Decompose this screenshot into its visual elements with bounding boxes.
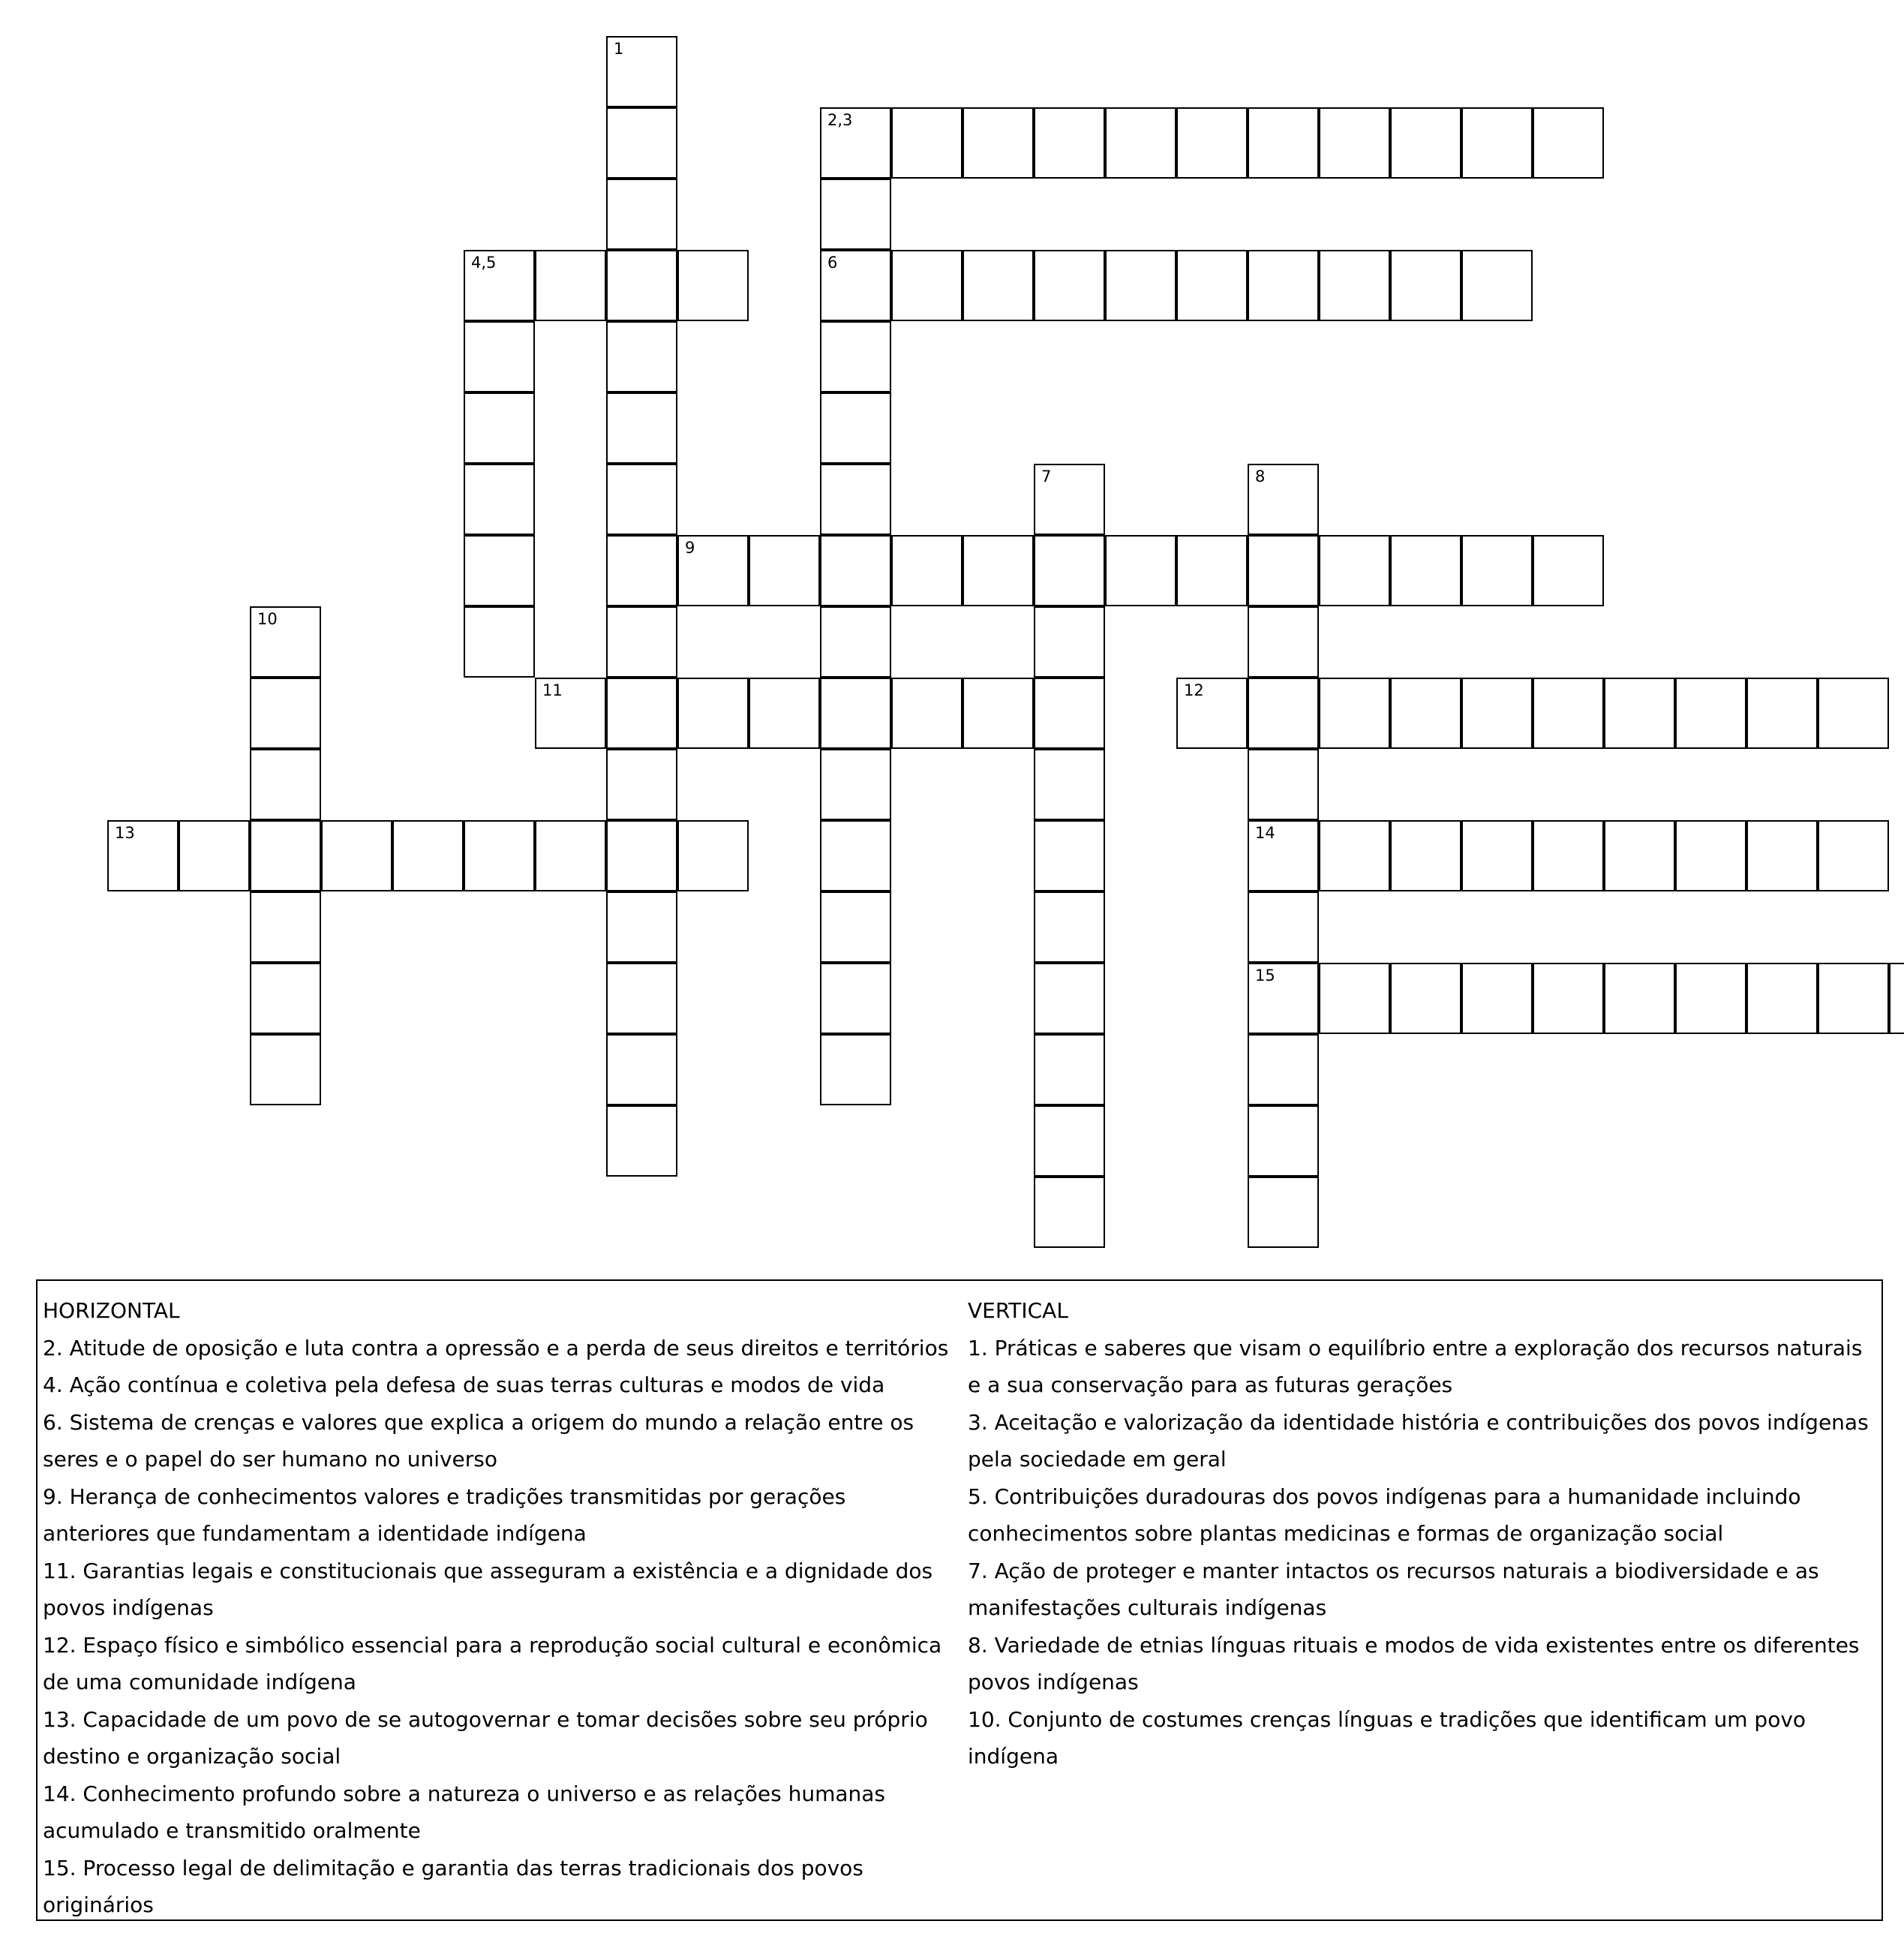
grid-cell[interactable] — [677, 250, 749, 321]
grid-cell[interactable] — [820, 891, 891, 963]
grid-cell[interactable] — [1390, 107, 1461, 179]
grid-cell[interactable] — [1248, 1034, 1319, 1105]
grid-cell[interactable] — [1034, 963, 1105, 1034]
grid-cell[interactable] — [392, 820, 464, 891]
grid-cell[interactable] — [1319, 250, 1390, 321]
cell-number: 2,3 — [827, 111, 853, 129]
clue-v-1: 1. Práticas e saberes que visam o equilíbrio entre a exploração dos recursos naturais e a sua conservação para as futuras gerações — [968, 1335, 1863, 1397]
cell-number: 7 — [1041, 467, 1052, 486]
grid-cell[interactable] — [1461, 963, 1533, 1034]
cell-number: 13 — [115, 824, 135, 842]
grid-cell[interactable] — [1248, 535, 1319, 606]
cell-number: 1 — [614, 40, 624, 58]
grid-cell[interactable] — [1034, 749, 1105, 820]
grid-cell[interactable] — [1248, 107, 1319, 179]
grid-cell[interactable] — [1390, 820, 1461, 891]
grid-cell[interactable] — [1034, 1177, 1105, 1248]
grid-cell[interactable] — [1746, 678, 1818, 749]
grid-cell[interactable] — [535, 820, 606, 891]
cell-number: 12 — [1184, 681, 1204, 699]
grid-cell[interactable] — [464, 464, 535, 535]
grid-cell[interactable] — [963, 250, 1034, 321]
clue-h-11: 11. Garantias legais e constitucionais que asseguram a existência e a dignidade dos povos indígenas — [43, 1558, 933, 1620]
grid-cell[interactable] — [606, 36, 677, 107]
grid-cell[interactable] — [820, 606, 891, 678]
clue-v-3: 3. Aceitação e valorização da identidade história e contribuições dos povos indígenas pela sociedade em geral — [968, 1409, 1869, 1472]
grid-cell[interactable] — [1248, 678, 1319, 749]
grid-cell[interactable] — [464, 535, 535, 606]
grid-cell[interactable] — [1034, 678, 1105, 749]
grid-cell[interactable] — [820, 749, 891, 820]
grid-cell[interactable] — [464, 820, 535, 891]
grid-cell[interactable] — [1034, 464, 1105, 535]
grid-cell[interactable] — [606, 1105, 677, 1177]
grid-cell[interactable] — [1105, 107, 1176, 179]
grid-cell[interactable] — [1604, 678, 1675, 749]
clue-v-7: 7. Ação de proteger e manter intactos os recursos naturais a biodiversidade e as manifestações culturais indígenas — [968, 1558, 1819, 1620]
grid-cell[interactable] — [464, 250, 535, 321]
grid-cell[interactable] — [321, 820, 392, 891]
grid-cell[interactable] — [1034, 535, 1105, 606]
clue-h-6: 6. Sistema de crenças e valores que explica a origem do mundo a relação entre os seres e o papel do ser humano no universo — [43, 1409, 914, 1472]
grid-cell[interactable] — [1818, 678, 1889, 749]
grid-cell[interactable] — [891, 107, 963, 179]
vertical-heading: VERTICAL — [968, 1298, 1068, 1323]
cell-number: 15 — [1255, 966, 1275, 985]
grid-cell[interactable] — [1248, 820, 1319, 891]
cell-number: 11 — [542, 681, 563, 699]
grid-cell[interactable] — [606, 535, 677, 606]
grid-cell[interactable] — [1746, 820, 1818, 891]
clue-h-12: 12. Espaço físico e simbólico essencial para a reprodução social cultural e econômica de uma comunidade indígena — [43, 1632, 942, 1694]
vertical-clues — [968, 1292, 1879, 1775]
grid-cell[interactable] — [1248, 1105, 1319, 1177]
grid-cell[interactable] — [250, 1034, 321, 1105]
grid-cell[interactable] — [606, 107, 677, 179]
clue-h-13: 13. Capacidade de um povo de se autogovernar e tomar decisões sobre seu próprio destino e organização social — [43, 1706, 928, 1769]
grid-cell[interactable] — [1034, 107, 1105, 179]
grid-cell[interactable] — [1034, 1034, 1105, 1105]
grid-cell[interactable] — [250, 606, 321, 678]
clue-h-4: 4. Ação contínua e coletiva pela defesa de suas terras culturas e modos de vida — [43, 1372, 885, 1397]
grid-cell[interactable] — [749, 535, 820, 606]
cell-number: 9 — [685, 539, 695, 557]
cell-number: 6 — [827, 254, 838, 272]
grid-cell[interactable] — [606, 179, 677, 250]
grid-cell[interactable] — [1034, 250, 1105, 321]
grid-cell[interactable] — [1248, 464, 1319, 535]
grid-cell[interactable] — [250, 891, 321, 963]
cell-number: 14 — [1255, 824, 1275, 842]
grid-cell[interactable] — [1176, 250, 1248, 321]
grid-cell[interactable] — [535, 678, 606, 749]
grid-cell[interactable] — [606, 464, 677, 535]
grid-cell[interactable] — [1319, 820, 1390, 891]
clue-h-9: 9. Herança de conhecimentos valores e tradições transmitidas por gerações anteriores que fundamentam a identidade indígena — [43, 1484, 846, 1546]
grid-cell[interactable] — [1533, 963, 1604, 1034]
grid-cell[interactable] — [250, 963, 321, 1034]
grid-cell[interactable] — [464, 606, 535, 678]
grid-cell[interactable] — [1390, 678, 1461, 749]
grid-cell[interactable] — [891, 535, 963, 606]
grid-cell[interactable] — [1461, 250, 1533, 321]
grid-cell[interactable] — [677, 820, 749, 891]
grid-cell[interactable] — [1034, 606, 1105, 678]
grid-cell[interactable] — [820, 1034, 891, 1105]
grid-cell[interactable] — [1105, 250, 1176, 321]
grid-cell[interactable] — [963, 535, 1034, 606]
grid-cell[interactable] — [606, 250, 677, 321]
grid-cell[interactable] — [891, 250, 963, 321]
grid-cell[interactable] — [1533, 535, 1604, 606]
grid-cell[interactable] — [1176, 535, 1248, 606]
horizontal-heading: HORIZONTAL — [43, 1298, 180, 1323]
grid-cell[interactable] — [1818, 820, 1889, 891]
grid-cell[interactable] — [1604, 820, 1675, 891]
grid-cell[interactable] — [1105, 535, 1176, 606]
grid-cell[interactable] — [820, 179, 891, 250]
grid-cell[interactable] — [820, 464, 891, 535]
grid-cell[interactable] — [1533, 107, 1604, 179]
grid-cell[interactable] — [1034, 891, 1105, 963]
grid-cell[interactable] — [606, 392, 677, 464]
grid-cell[interactable] — [820, 107, 891, 179]
grid-cell[interactable] — [606, 321, 677, 392]
grid-cell[interactable] — [606, 820, 677, 891]
grid-cell[interactable] — [891, 678, 963, 749]
grid-cell[interactable] — [1319, 107, 1390, 179]
grid-cell[interactable] — [1319, 678, 1390, 749]
grid-cell[interactable] — [1176, 107, 1248, 179]
clue-v-8: 8. Variedade de etnias línguas rituais e modos de vida existentes entre os diferentes povos indígenas — [968, 1632, 1860, 1694]
grid-cell[interactable] — [250, 678, 321, 749]
grid-cell[interactable] — [1390, 963, 1461, 1034]
grid-cell[interactable] — [1390, 250, 1461, 321]
grid-cell[interactable] — [464, 321, 535, 392]
grid-cell[interactable] — [1248, 749, 1319, 820]
grid-cell[interactable] — [606, 606, 677, 678]
grid-cell[interactable] — [1746, 963, 1818, 1034]
grid-cell[interactable] — [250, 820, 321, 891]
grid-cell[interactable] — [1461, 820, 1533, 891]
grid-cell[interactable] — [1533, 820, 1604, 891]
grid-cell[interactable] — [820, 678, 891, 749]
grid-cell[interactable] — [1034, 820, 1105, 891]
grid-cell[interactable] — [1319, 535, 1390, 606]
clue-h-2: 2. Atitude de oposição e luta contra a opressão e a perda de seus direitos e territórios — [43, 1335, 949, 1360]
cell-number: 4,5 — [471, 254, 497, 272]
grid-cell[interactable] — [820, 963, 891, 1034]
clue-v-10: 10. Conjunto de costumes crenças línguas e tradições que identificam um povo indígena — [968, 1706, 1806, 1769]
grid-cell[interactable] — [606, 749, 677, 820]
grid-cell[interactable] — [1533, 678, 1604, 749]
grid-cell[interactable] — [1675, 678, 1746, 749]
grid-cell[interactable] — [107, 820, 179, 891]
grid-cell[interactable] — [1604, 963, 1675, 1034]
grid-cell[interactable] — [963, 678, 1034, 749]
grid-cell[interactable] — [820, 321, 891, 392]
grid-cell[interactable] — [1248, 963, 1319, 1034]
grid-cell[interactable] — [1248, 250, 1319, 321]
grid-cell[interactable] — [677, 678, 749, 749]
grid-cell[interactable] — [749, 678, 820, 749]
grid-cell[interactable] — [1034, 1105, 1105, 1177]
grid-cell[interactable] — [1461, 535, 1533, 606]
grid-cell[interactable] — [1461, 107, 1533, 179]
grid-cell[interactable] — [1248, 1177, 1319, 1248]
grid-cell[interactable] — [1675, 820, 1746, 891]
grid-cell[interactable] — [606, 678, 677, 749]
grid-cell[interactable] — [179, 820, 250, 891]
grid-cell[interactable] — [1461, 678, 1533, 749]
horizontal-clues — [43, 1292, 958, 1924]
grid-cell[interactable] — [1889, 963, 1904, 1034]
clues-panel — [36, 1279, 1883, 1921]
cell-number: 8 — [1255, 467, 1266, 486]
grid-cell[interactable] — [1818, 963, 1889, 1034]
grid-cell[interactable] — [1675, 963, 1746, 1034]
grid-cell[interactable] — [1390, 535, 1461, 606]
grid-cell[interactable] — [820, 535, 891, 606]
grid-cell[interactable] — [1176, 678, 1248, 749]
grid-cell[interactable] — [464, 392, 535, 464]
grid-cell[interactable] — [1248, 606, 1319, 678]
grid-cell[interactable] — [820, 820, 891, 891]
grid-cell[interactable] — [963, 107, 1034, 179]
clue-h-14: 14. Conhecimento profundo sobre a natureza o universo e as relações humanas acumulado e transmitido oralmente — [43, 1781, 886, 1843]
grid-cell[interactable] — [677, 535, 749, 606]
cell-number: 10 — [257, 610, 278, 628]
grid-cell[interactable] — [606, 1034, 677, 1105]
grid-cell[interactable] — [606, 891, 677, 963]
grid-cell[interactable] — [535, 250, 606, 321]
clue-v-5: 5. Contribuições duradouras dos povos indígenas para a humanidade incluindo conhecimentos sobre plantas medicinas e formas de organização social — [968, 1484, 1801, 1546]
grid-cell[interactable] — [250, 749, 321, 820]
grid-cell[interactable] — [606, 963, 677, 1034]
grid-cell[interactable] — [1248, 891, 1319, 963]
grid-cell[interactable] — [820, 250, 891, 321]
clue-h-15: 15. Processo legal de delimitação e garantia das terras tradicionais dos povos originários — [43, 1855, 863, 1917]
grid-cell[interactable] — [820, 392, 891, 464]
grid-cell[interactable] — [1319, 963, 1390, 1034]
